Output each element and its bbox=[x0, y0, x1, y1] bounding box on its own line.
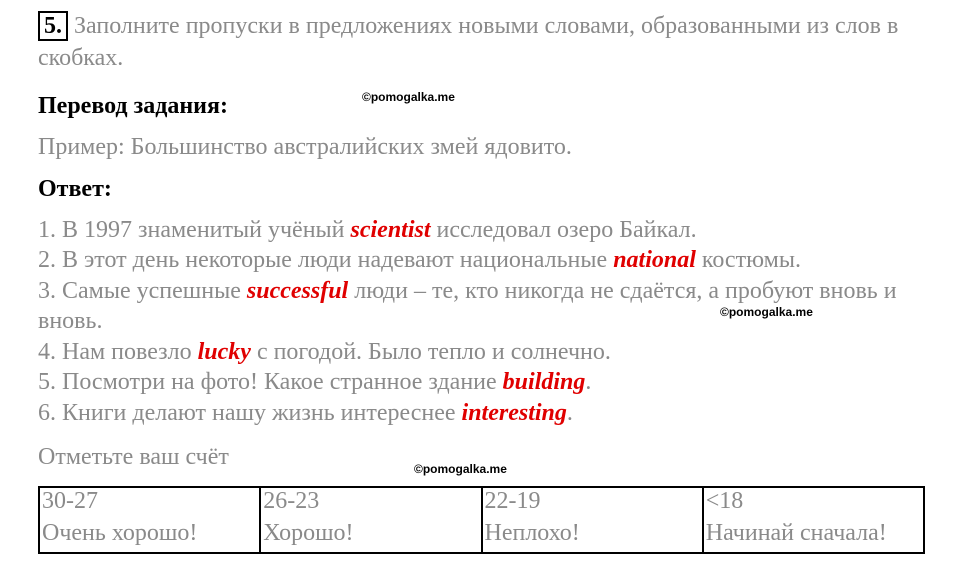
answer-word-2: national bbox=[613, 247, 696, 273]
task-text: Заполните пропуски в предложениях новыми словами, образованными из слов в скобках. bbox=[38, 13, 899, 71]
score-label-cell: Хорошо! bbox=[260, 520, 481, 553]
task-number: 5. bbox=[38, 11, 68, 41]
answer-word-4: lucky bbox=[197, 338, 251, 365]
translation-heading: Перевод задания: bbox=[38, 93, 228, 119]
score-range-cell: 22-19 bbox=[482, 487, 703, 520]
answer-heading: Ответ: bbox=[38, 175, 112, 202]
answer-line-2: 2. В этот день некоторые люди надевают национальные national костюмы. bbox=[38, 247, 801, 273]
watermark-3: ©pomogalka.me bbox=[414, 462, 507, 476]
score-range-cell: <18 bbox=[703, 487, 924, 520]
example-sentence: Пример: Большинство австралийских змей ядовито. bbox=[38, 134, 572, 160]
answer-word-3: successful bbox=[246, 277, 349, 304]
score-range-cell: 30-27 bbox=[39, 487, 260, 520]
answer-list bbox=[38, 215, 938, 429]
score-label-cell: Неплохо! bbox=[482, 520, 703, 553]
score-range-cell: 26-23 bbox=[260, 487, 481, 520]
watermark-2: ©pomogalka.me bbox=[720, 305, 813, 319]
watermark-1: ©pomogalka.me bbox=[362, 90, 455, 104]
answer-line-6: 6. Книги делают нашу жизнь интереснее interesting. bbox=[38, 399, 573, 426]
score-ranges-row bbox=[39, 487, 924, 520]
score-labels-row bbox=[39, 520, 924, 553]
answer-line-1: 1. В 1997 знаменитый учёный scientist исследовал озеро Байкал. bbox=[38, 216, 697, 243]
score-table bbox=[38, 486, 925, 554]
answer-line-4: 4. Нам повезло lucky с погодой. Было тепло и солнечно. bbox=[38, 338, 611, 365]
task-instruction bbox=[38, 10, 938, 74]
answer-word-5: building bbox=[502, 369, 586, 395]
answer-word-1: scientist bbox=[350, 216, 431, 243]
score-label-cell: Очень хорошо! bbox=[39, 520, 260, 553]
answer-line-3: 3. Самые успешные successful люди – те, кто никогда не сдаётся, а пробуют вновь и вновь. bbox=[38, 277, 897, 334]
answer-line-5: 5. Посмотри на фото! Какое странное здание building. bbox=[38, 369, 592, 395]
answer-word-6: interesting bbox=[461, 399, 567, 426]
score-title: Отметьте ваш счёт bbox=[38, 444, 229, 470]
exercise-page bbox=[38, 10, 938, 472]
score-label-cell: Начинай сначала! bbox=[703, 520, 924, 553]
